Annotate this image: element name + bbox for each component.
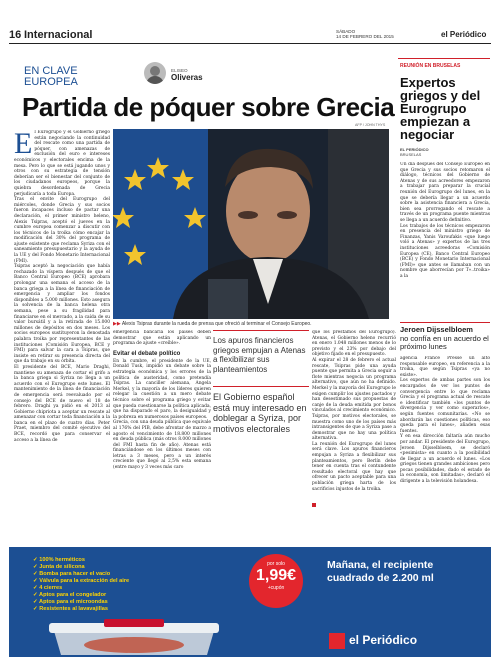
author-avatar [144, 62, 166, 84]
price-value: 1,99€ [255, 567, 297, 584]
article-column-2 [113, 330, 211, 530]
ad-feature: ✓ Junta de silicona [33, 564, 85, 570]
sidebar-quote-text: no confía en un acuerdo el próximo lunes [400, 333, 489, 351]
brand-logo-icon [329, 633, 345, 649]
sidebar-text-2 [400, 356, 490, 542]
article-text-col2b: En la cumbre, el presidente de la UE, Donald Tusk, impidió un debate sobre la estrategia económica y los errores de la política de austeridad, como pretendía Tsipras. La canciller alemana, Angela Merkel, y la mayoría de los líderes quieren relegar la cuestión a un mero debate técnico sobre el programa griego y evitar que pueda cuestionarse la política aplicada, que ha disparado el paro, la desigualdad y la pobreza en numerosos países europeos. Grecia, con una deuda pública que equivale al 176% del PIB, debe afrontar de marzo a agosto el vencimiento de 18.800 millones en deuda pública (más otros 8.000 millones del FMI hasta fin de año). Atenas está financiándose en los últimos meses con letras a 3 meses, pero a un interés creciente que llegó al 2,5% esta semana (entre mayo y 3 veces más caro [113, 358, 211, 471]
author-byline [171, 68, 203, 82]
sidebar-kicker: REUNIÓN EN BRUSELAS [400, 63, 461, 69]
ad-feature: ✓ Resistentes al lavavajillas [33, 606, 108, 612]
photo-caption [113, 321, 389, 327]
page-number: 16 [9, 29, 22, 41]
column-tag-line2: EUROPEA [24, 76, 78, 88]
sidebar-title: Expertos griegos y del Eurogrupo empiezan a negociar [400, 75, 481, 142]
sidebar-text [400, 162, 490, 320]
sidebar-quote [400, 326, 490, 352]
sidebar-byline-name: EL PERIÓDICO [400, 147, 429, 152]
ad-feature-list [33, 557, 183, 613]
subhead: Evitar el debate político [113, 350, 181, 357]
photo-caption-text: Alexis Tsipras durante la rueda de prensa que ofreció al terminar el Consejo Europeo. [121, 321, 312, 327]
pullquote-rule-2 [213, 386, 309, 387]
ad-feature: ✓ Bomba para hacer el vacío [33, 571, 111, 577]
ad-feature: ✓ 4 cierres [33, 585, 63, 591]
headline: Partida de póquer sobre Grecia [22, 92, 395, 122]
end-mark [312, 503, 316, 507]
ad-feature: ✓ Aptos para el microondas [33, 599, 108, 605]
price-top: por solo [267, 561, 285, 567]
article-text-col1: l Eurogrupo y el Gobierno griego están negociando la continuidad del rescate como una partida de póquer, con amenazas de exclusión del euro e intereses económicos y electorales encima de la mesa. Pero lo que se está jugando unos y otros con su estrategia de tensión deberían ser el bienestar del conjunto de los ciudadanos europeos, porque la quiebra desordenada de Grecia perjudicaría a toda Europa. Tras el envite del Eurogrupo del miércoles, donde Grecia y sus socios fueron incapaces incluso de pactar una declaración, el primer ministro heleno, Alexis Tsipras, aceptó el jueves en la cumbre europea comenzar a discutir con los técnicos de la troika cómo encajar la modificación del 30% del programa de ajuste existente que reclama Syriza con el saneamiento presupuestario y la ayuda de la UE y del Fondo Monetario Internacional (FMI). Tsipras aceptó la negociación que había rechazado la víspera después de que el Banco Central Europeo (BCE) aprobara prolongar una semana el acceso de la banca griega a la línea de financiación de emergencia y ampliar los fondos disponibles a 5.000 millones. Esto asegura la solvencia de la banca helena otra semana, pese a su fragilidad para financiarse en el mercado, a la caída de su valor bursátil y a la retirada de 15.000 millones de depósitos en dos meses. Los socios europeos sustituyeron la denostada palabra troika por representantes de las instituciones (Comisión Europea, BCE y FMI) para salvar la cara a Tsipras, que insiste en retirar su presencia directa del que da trabajo en su órbita. El presidente del BCE, Mario Draghi, mantiene su amenaza de cortar el grifo a la banca griega si Syriza no llega a un acuerdo con el Eurogrupo este lunes. El mantenimiento de la línea de financiación de emergencia será reevaluado por el consejo del BCE de nuevo el 18 de febrero. Draghi ya pidió en el 2013 al Gobierno chipriota a aceptar un rescate al amenazar con cortar toda financiación a la banca en el plazo de cuatro días. Peter Praet, miembro del comité ejecutivo del BCE, recordó que para conservar el acceso a la línea de [14, 130, 110, 443]
container-product-image [49, 617, 219, 655]
sidebar-rule [398, 58, 490, 59]
author-kicker: ELISEO [171, 68, 188, 73]
article-text-col3: que los préstamos del Eurogrupo). Atenas, el Gobierno heleno recurrió en enero 1.048 millones menos de lo previsto y el 23% por debajo del objetivo fijado en el presupuesto. Al expirar el 28 de febrero el actual rescate, Tsipras pide una ayuda puente que permita a Grecia seguir a flote mientras negocia un programa alternativo, que aún no ha definido. Merkel y la mayoría del Eurogrupo le exigen cumplir los ajustes pactados y han desestimado sus propuestas de canje de la deuda emitida por bonos vinculados al crecimiento económico. Tsipras, por motivos electorales, se muestra como uno de los países más intransigentes de que a Syriza pase a demostrar que no hay una política alternativa. La reunión del Eurogrupo del lunes será clave. Los apuros financieros empujan a Syriza a flexibilizar sus planteamientos, pero Berlín debe tener en cuenta tras el contundente resultado electoral que hay que ofrecer un pacto aceptable para una población griega harta de los sacrificios injustos de la troika. [312, 330, 396, 492]
column-tag [24, 66, 124, 88]
masthead-brand: el Periódico [441, 30, 487, 39]
ad-feature: ✓ Aptos para el congelador [33, 592, 107, 598]
sidebar-quote-rule [400, 322, 490, 323]
section-name: Internacional [24, 29, 93, 41]
author-name: Oliveras [171, 73, 203, 82]
pullquote-rule-1 [213, 330, 309, 331]
sidebar-byline [400, 147, 429, 157]
sidebar-text-body-2: agencia France Presse un alto responsable europeo, en referencia a la troika, que según Tsipras «ya no existe». Los expertos de ambas partes son los encargados de ver los puntos de convergencia entre lo que reclama Grecia y el programa actual de rescate e identificar también «los puntos de divergencia y ver como superarlos», según fuentes comunitarias. «No se abordarán las cuestiones políticas, eso queda para el lunes», añaden esas fuentes. Y en esa dirección faltaría aún mucho por andar. El presidente del Eurogrupo, Jeroen Dijsselbloem, se declaró «pesimista» en cuanto a la posibilidad de llegar a un acuerdo el lunes. «Los griegos tienen grandes ambiciones pero pocas posibilidades, dado el estado de la economía, son limitadas», declaró el dirigente a la televisión holandesa. [400, 356, 490, 485]
drop-cap: E [14, 130, 33, 160]
sidebar-quote-name: Jeroen Dijsselbloem [400, 325, 473, 334]
ad-feature: ✓ Válvula para la extracción del aire [33, 578, 130, 584]
sidebar-byline-place: BRUSELAS [400, 152, 422, 157]
article-text-col2: emergencia bancaria los países deben demostrar que están aplicando un programa de ajuste «creíble». [113, 330, 211, 347]
caption-arrow-icon: ▶▶ [113, 321, 121, 327]
article-column-1 [14, 130, 110, 530]
ad-brand: el Periódico [349, 633, 418, 647]
ad-headline: Mañana, el recipiente cuadrado de 2.200 ml [327, 559, 434, 584]
header-rule [9, 43, 491, 44]
price-badge [249, 554, 303, 608]
column-tag-line1: EN CLAVE [24, 65, 78, 77]
news-photo [113, 129, 389, 319]
sidebar-text-body: Un día después del Consejo Europeo en que Grecia y sus socios retomaron el diálogo, técnicos del Gobierno de Atenas y de sus acreedores empezaron a trabajar para preparar la crucial reunión del Eurogrupo del lunes, en la que se debería llegar a un acuerdo sobre la asistencia financiera a Grecia, bien sea prorrogando el rescate a través de un programa puente mientras se llega a un acuerdo definitivo. Los trabajos de los técnicos empezaron en presencia del ministro griego de Finanzas, Yanis Varoufakis «que luego voló a Atenas» y expertos de las tres instituciones acreedoras «Comisión Europea (CE), Banco Central Europeo (BCE) y Fondo Monetario Internacional (FMI)» que antes se llamaban con un nombre que aborrecían por T»..troika» a la [400, 162, 490, 279]
photo-credit: AFP / JOHN THYS [355, 123, 386, 127]
ad-banner[interactable] [9, 547, 491, 657]
pullquote-1: Los apuros financieros griegos empujan a Atenas a flexibilizar sus planteamientos [213, 336, 306, 374]
article-column-3 [312, 330, 396, 538]
issue-date: SÁBADO 14 DE FEBRERO DEL 2015 [336, 29, 394, 40]
price-bottom: +cupón [267, 585, 285, 591]
pullquote-2: El Gobierno español está muy interesado en doblegar a Syriza, por motivos electorales [213, 392, 307, 434]
ad-feature: ✓ 100% herméticos [33, 557, 85, 563]
